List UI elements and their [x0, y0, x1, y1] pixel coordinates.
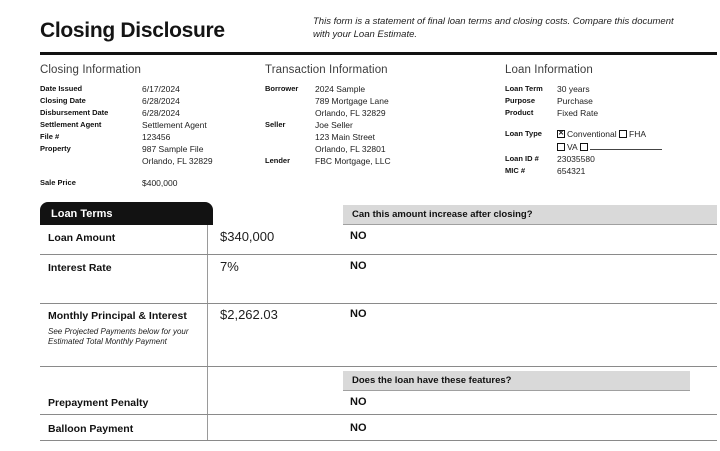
settlement-agent-row: [40, 119, 258, 131]
row-divider-4: [40, 414, 717, 415]
property-label: Property: [40, 144, 71, 153]
loan-terms-table: [40, 202, 717, 442]
seller-value: Joe Seller 123 Main Street Orlando, FL 32801: [315, 120, 386, 154]
sale-price-label: Sale Price: [40, 178, 76, 187]
balloon-payment-label: Balloon Payment: [48, 423, 134, 435]
closing-date-value: 6/28/2024: [142, 96, 180, 106]
borrower-label: Borrower: [265, 84, 299, 93]
question-features-bar: Does the loan have these features?: [343, 371, 690, 391]
checkbox-fha[interactable]: [619, 130, 627, 138]
checkbox-conventional-label: Conventional: [567, 129, 617, 139]
loan-id-label: Loan ID #: [505, 154, 539, 163]
checkbox-fha-label: FHA: [629, 129, 646, 139]
closing-date-row: [40, 95, 258, 107]
closing-information-heading: Closing Information: [40, 64, 141, 76]
closing-information-section: [40, 64, 258, 189]
file-number-row: [40, 131, 258, 143]
borrower-value: 2024 Sample 789 Mortgage Lane Orlando, FL 32829: [315, 84, 389, 118]
monthly-pi-answer: NO: [350, 308, 367, 320]
balloon-payment-answer: NO: [350, 422, 367, 434]
sale-price-value: $400,000: [142, 178, 178, 188]
monthly-pi-note: See Projected Payments below for your Estimated Total Monthly Payment: [48, 327, 189, 347]
loan-amount-answer: NO: [350, 230, 367, 242]
property-row: [40, 143, 258, 167]
date-issued-label: Date Issued: [40, 84, 83, 93]
prepayment-penalty-answer: NO: [350, 396, 367, 408]
loan-type-other-blank: [590, 141, 662, 150]
mic-label: MIC #: [505, 166, 526, 175]
transaction-information-heading: Transaction Information: [265, 64, 388, 76]
seller-label: Seller: [265, 120, 286, 129]
disbursement-date-value: 6/28/2024: [142, 108, 180, 118]
question-increase-bar: Can this amount increase after closing?: [343, 205, 717, 225]
loan-information-heading: Loan Information: [505, 64, 593, 76]
row-divider-3: [40, 366, 717, 367]
product-row: [505, 107, 719, 119]
mic-value: 654321: [557, 166, 586, 176]
settlement-agent-value: Settlement Agent: [142, 120, 207, 130]
row-divider-2: [40, 303, 717, 304]
monthly-pi-value: $2,262.03: [220, 307, 278, 322]
mic-row: [505, 165, 719, 177]
disbursement-date-row: [40, 107, 258, 119]
monthly-pi-label: Monthly Principal & Interest: [48, 310, 187, 322]
lender-label: Lender: [265, 156, 291, 165]
settlement-agent-label: Settlement Agent: [40, 120, 102, 129]
row-divider-5: [40, 440, 717, 441]
header-note: This form is a statement of final loan terms and closing costs. Compare this document with your Loan Estimate.: [313, 16, 674, 40]
checkbox-other[interactable]: [580, 143, 588, 151]
loan-amount-label: Loan Amount: [48, 232, 116, 244]
disbursement-date-label: Disbursement Date: [40, 108, 109, 117]
file-number-label: File #: [40, 132, 60, 141]
loan-term-value: 30 years: [557, 84, 590, 94]
purpose-value: Purchase: [557, 96, 593, 106]
date-issued-row: [40, 83, 258, 95]
borrower-row: [265, 83, 497, 119]
purpose-label: Purpose: [505, 96, 536, 105]
closing-date-label: Closing Date: [40, 96, 86, 105]
interest-rate-answer: NO: [350, 260, 367, 272]
product-label: Product: [505, 108, 534, 117]
loan-information-section: [505, 64, 719, 177]
loan-type-row: [505, 128, 719, 153]
prepayment-penalty-label: Prepayment Penalty: [48, 397, 149, 409]
page-title: Closing Disclosure: [40, 19, 225, 42]
loan-term-label: Loan Term: [505, 84, 543, 93]
file-number-value: 123456: [142, 132, 171, 142]
lender-value: FBC Mortgage, LLC: [315, 156, 391, 166]
transaction-information-section: [265, 64, 497, 167]
checkbox-va[interactable]: [557, 143, 565, 151]
loan-id-row: [505, 153, 719, 165]
header-rule: [40, 52, 717, 55]
checkbox-conventional[interactable]: ✕: [558, 130, 564, 137]
loan-type-label: Loan Type: [505, 129, 542, 138]
interest-rate-value: 7%: [220, 259, 239, 274]
interest-rate-label: Interest Rate: [48, 262, 112, 274]
property-value: 987 Sample File Orlando, FL 32829: [142, 144, 213, 166]
row-divider-1: [40, 254, 717, 255]
seller-row: [265, 119, 497, 155]
checkbox-va-label: VA: [567, 141, 578, 152]
loan-id-value: 23035580: [557, 154, 595, 164]
purpose-row: [505, 95, 719, 107]
product-value: Fixed Rate: [557, 108, 599, 118]
loan-term-row: [505, 83, 719, 95]
loan-terms-tab: Loan Terms: [40, 202, 213, 225]
sale-price-row: [40, 177, 258, 189]
loan-type-options: [557, 128, 662, 153]
lender-row: [265, 155, 497, 167]
date-issued-value: 6/17/2024: [142, 84, 180, 94]
loan-amount-value: $340,000: [220, 229, 275, 244]
